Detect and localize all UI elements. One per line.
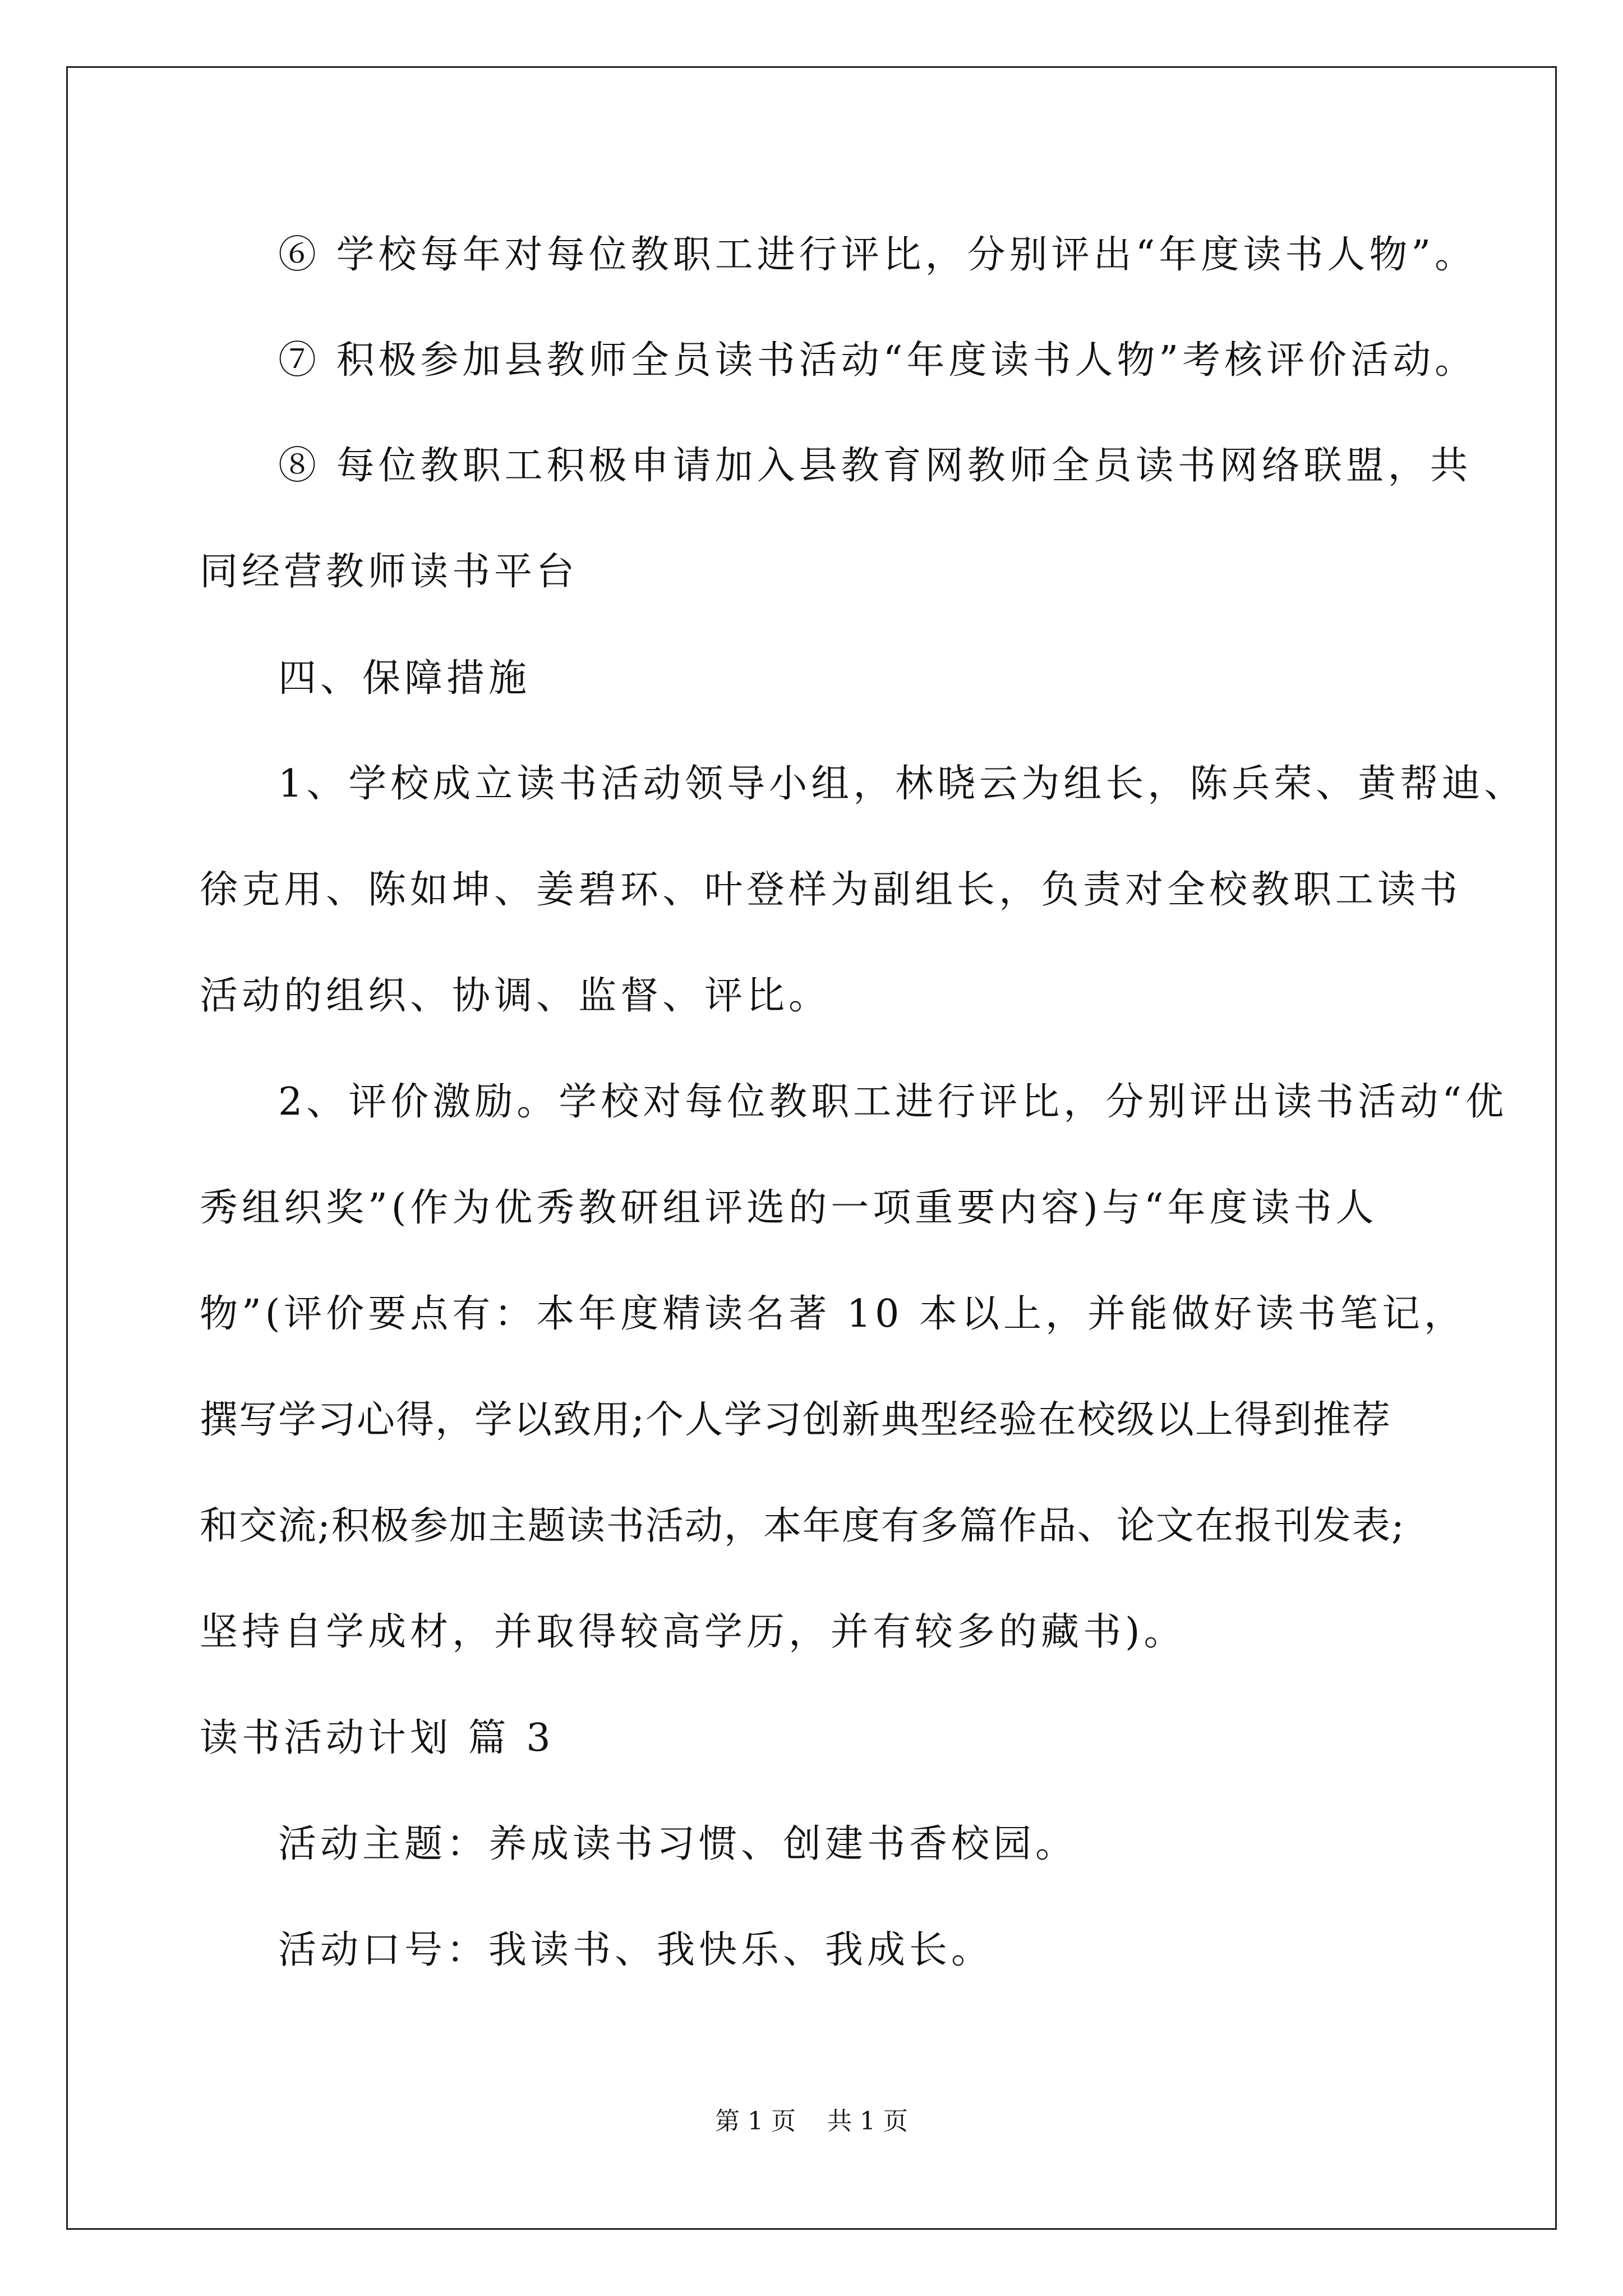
text-line-12: 撰写学习心得，学以致用;个人学习创新典型经验在校级以上得到推荐 — [200, 1398, 1391, 1442]
text-line-6: 1、学校成立读书活动领导小组，林晓云为组长，陈兵荣、黄帮迪、 — [278, 762, 1527, 806]
text-line-8: 活动的组织、协调、监督、评比。 — [200, 974, 831, 1018]
text-line-1: ⑥ 学校每年对每位教职工进行评比，分别评出“年度读书人物”。 — [278, 233, 1477, 277]
section-title-plan-3: 读书活动计划 篇 3 — [200, 1716, 555, 1760]
section-heading-safeguards: 四、保障措施 — [278, 656, 531, 701]
text-line-4: 同经营教师读书平台 — [200, 550, 579, 594]
text-line-14: 坚持自学成材，并取得较高学历，并有较多的藏书)。 — [200, 1610, 1186, 1654]
page-number-footer: 第 1 页 共 1 页 — [715, 2107, 908, 2136]
activity-theme: 活动主题：养成读书习惯、创建书香校园。 — [278, 1822, 1078, 1866]
text-line-11: 物”(评价要点有：本年度精读名著 10 本以上，并能做好读书笔记， — [200, 1292, 1467, 1336]
text-line-2: ⑦ 积极参加县教师全员读书活动“年度读书人物”考核评价活动。 — [278, 338, 1477, 383]
activity-slogan: 活动口号：我读书、我快乐、我成长。 — [278, 1928, 994, 1972]
text-line-10: 秀组织奖”(作为优秀教研组评选的一项重要内容)与“年度读书人 — [200, 1186, 1378, 1230]
text-line-7: 徐克用、陈如坤、姜碧环、叶登样为副组长，负责对全校教职工读书 — [200, 868, 1462, 912]
text-line-3: ⑧ 每位教职工积极申请加入县教育网教师全员读书网络联盟，共 — [278, 444, 1472, 488]
text-line-13: 和交流;积极参加主题读书活动，本年度有多篇作品、论文在报刊发表; — [200, 1504, 1405, 1548]
page-border — [66, 66, 1557, 2230]
text-line-9: 2、评价激励。学校对每位教职工进行评比，分别评出读书活动“优 — [278, 1080, 1508, 1124]
